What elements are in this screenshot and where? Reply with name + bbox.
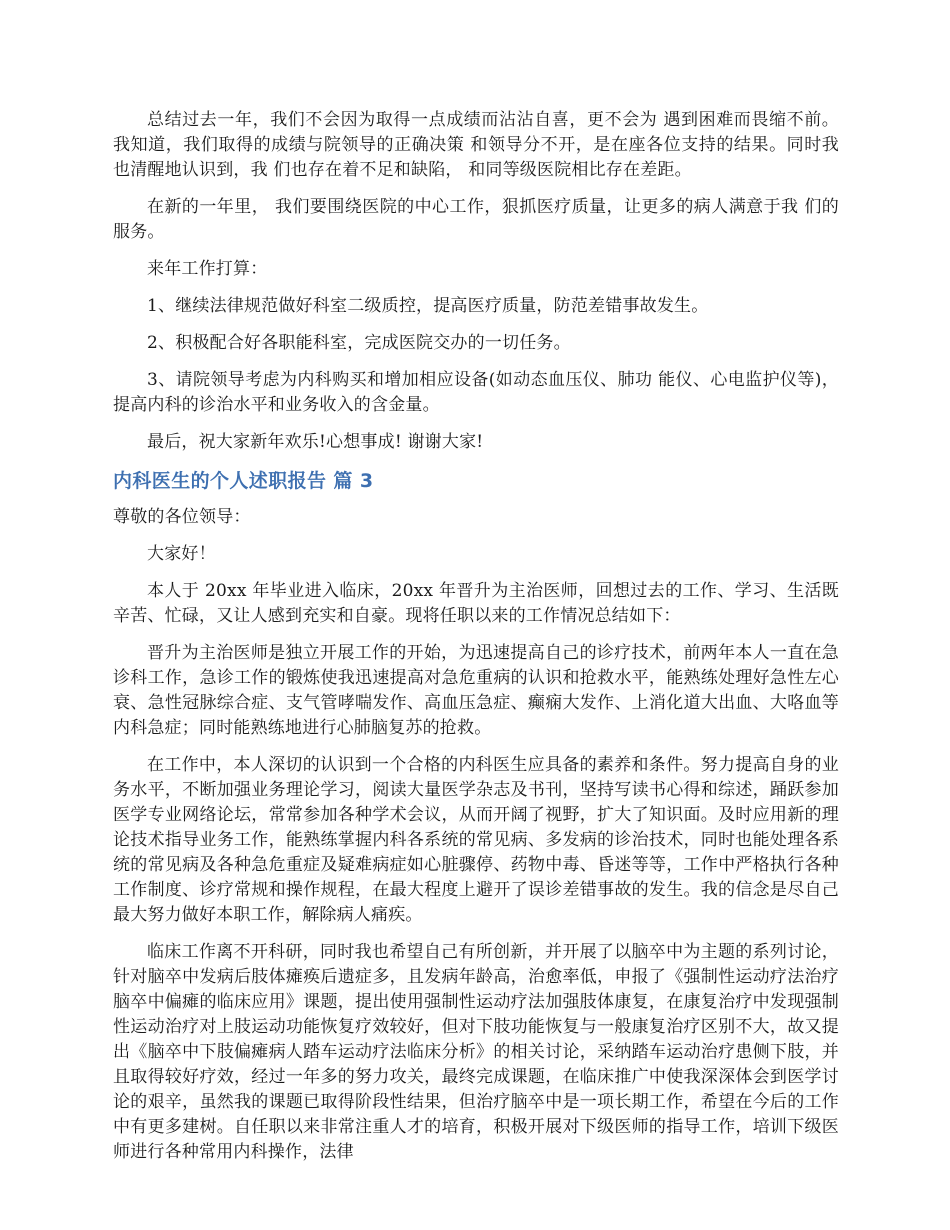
paragraph-new-year-goal: 在新的一年里， 我们要围绕医院的中心工作，狠抓医疗质量，让更多的病人满意于我 们的服务。 [113, 197, 839, 242]
document-page [113, 108, 839, 1177]
paragraph-plan-title: 来年工作打算： [147, 259, 268, 279]
section-heading: 内科医生的个人述职报告 篇 3 [113, 470, 374, 492]
paragraph-research: 临床工作离不开科研，同时我也希望自己有所创新，并开展了以脑卒中为主题的系列讨论，针对脑卒中发病后肢体瘫痪后遗症多，且发病年龄高，治愈率低，申报了《强制性运动疗法治疗脑卒中偏瘫的临床应用》课题，提出使用强制性运动疗法加强肢体康复，在康复治疗中发现强制性运动治疗对上肢运动功能恢复疗效较好，但对下肢功能恢复与一般康复治疗区别不大，故又提出《脑卒中下肢偏瘫病人踏车运动疗法临床分析》的相关讨论，采纳踏车运动治疗患侧下肢，并且取得较好疗效，经过一年多的努力攻关，最终完成课题，在临床推广中使我深深体会到医学讨论的艰辛，虽然我的课题已取得阶段性结果，但治疗脑卒中是一项长期工作，希望在今后的工作中有更多建树。自任职以来非常注重人才的培育，积极开展对下级医师的指导工作，培训下级医师进行各种常用内科操作，法律 [113, 942, 839, 1162]
paragraph-plan-item-3: 3、请院领导考虑为内科购买和增加相应设备(如动态血压仪、肺功 能仪、心电监护仪等)，提高内科的诊治水平和业务收入的含金量。 [113, 370, 839, 415]
salutation: 尊敬的各位领导： [113, 507, 251, 527]
paragraph-closing: 最后，祝大家新年欢乐!心想事成! 谢谢大家! [147, 432, 484, 452]
paragraph-summary: 总结过去一年，我们不会因为取得一点成绩而沾沾自喜，更不会为 遇到困难而畏缩不前。我知道，我们取得的成绩与院领导的正确决策 和领导分不开，是在座各位支持的结果。同时我也清醒地认识到，我 们也存在着不足和缺陷， 和同等级医院相比存在差距。 [113, 110, 839, 180]
paragraph-emergency-work: 晋升为主治医师是独立开展工作的开始，为迅速提高自己的诊疗技术，前两年本人一直在急诊科工作，急诊工作的锻炼使我迅速提高对急危重病的认识和抢救水平，能熟练处理好急性左心衰、急性冠脉综合症、支气管哮喘发作、高血压急症、癫痫大发作、上消化道大出血、大咯血等内科急症；同时能熟练地进行心肺脑复苏的抢救。 [113, 643, 839, 738]
paragraph-intro: 本人于 20xx 年毕业进入临床，20xx 年晋升为主治医师，回想过去的工作、学习、生活既辛苦、忙碌，又让人感到充实和自豪。现将任职以来的工作情况总结如下： [113, 581, 839, 626]
greeting: 大家好！ [147, 544, 216, 564]
paragraph-plan-item-1: 1、继续法律规范做好科室二级质控，提高医疗质量，防范差错事故发生。 [147, 296, 709, 316]
paragraph-plan-item-2: 2、积极配合好各职能科室，完成医院交办的一切任务。 [147, 333, 571, 353]
paragraph-professional-growth: 在工作中，本人深切的认识到一个合格的内科医生应具备的素养和条件。努力提高自身的业务水平，不断加强业务理论学习，阅读大量医学杂志及书刊，坚持写读书心得和综述，踊跃参加医学专业网络论坛，常常参加各种学术会议，从而开阔了视野，扩大了知识面。及时应用新的理论技术指导业务工作，能熟练掌握内科各系统的常见病、多发病的诊治技术，同时也能处理各系统的常见病及各种急危重症及疑难病症如心脏骤停、药物中毒、昏迷等等，工作中严格执行各种工作制度、诊疗常规和操作规程，在最大程度上避开了误诊差错事故的发生。我的信念是尽自己最大努力做好本职工作，解除病人痛疾。 [113, 755, 839, 925]
